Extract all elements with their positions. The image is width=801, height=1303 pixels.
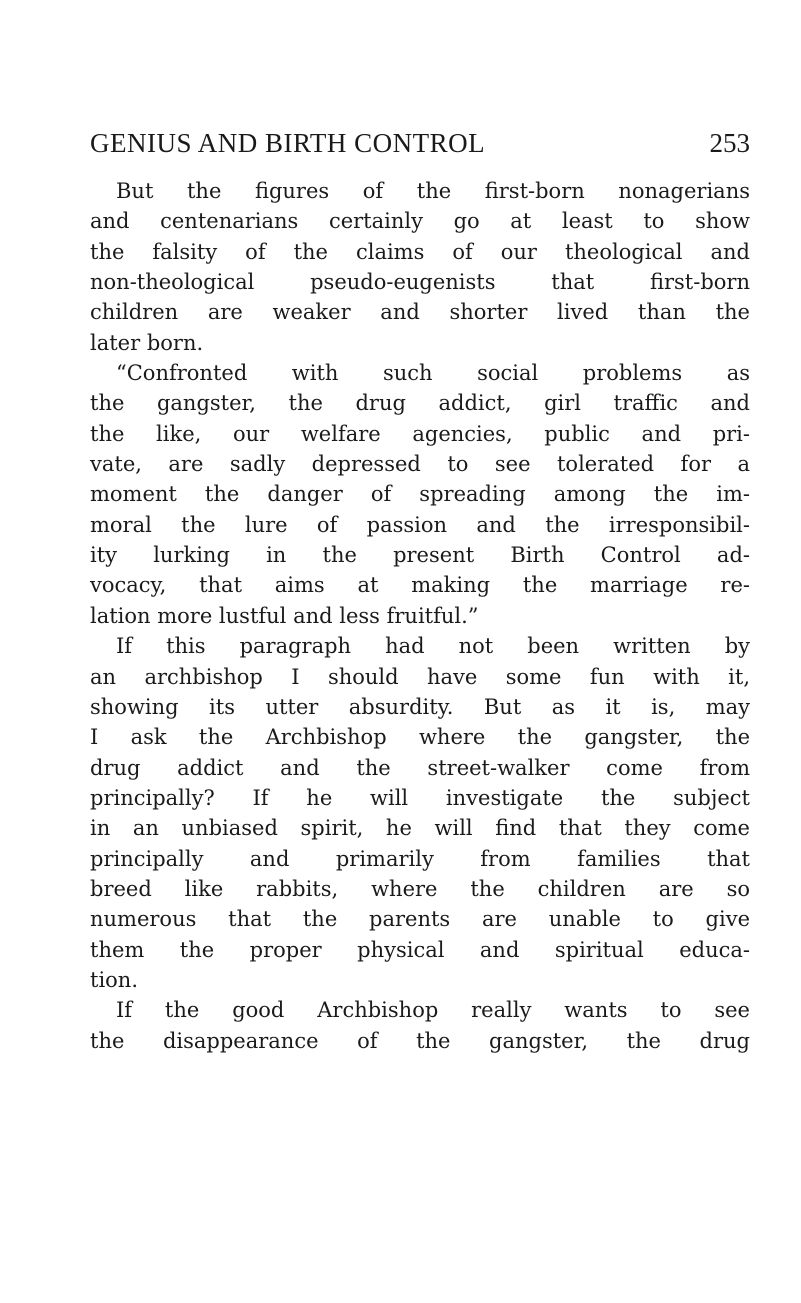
text-line: If the good Archbishop really wants to see (116, 998, 750, 1023)
text-line: non-theological pseudo-eugenists that first-born (90, 270, 750, 295)
text-line: drug addict and the street-walker come from (90, 755, 750, 780)
text-line: in an unbiased spirit, he will find that they come (90, 816, 750, 841)
text-line: “Confronted with such social problems as (116, 361, 750, 386)
text-line: breed like rabbits, where the children are so (90, 876, 750, 901)
text-line: later born. (90, 330, 204, 355)
text-line: vocacy, that aims at making the marriage re- (90, 573, 750, 598)
text-line: numerous that the parents are unable to give (90, 907, 750, 932)
text-line: the like, our welfare agencies, public and pri- (90, 421, 750, 446)
running-title: GENIUS AND BIRTH CONTROL (90, 128, 486, 158)
text-line: an archbishop I should have some fun with it, (90, 664, 750, 689)
text-line: lation more lustful and less fruitful.” (90, 603, 479, 628)
text-line: If this paragraph had not been written by (116, 634, 750, 659)
text-line: tion. (90, 967, 138, 992)
text-line: moral the lure of passion and the irresponsibil- (90, 512, 750, 537)
page-header (90, 128, 750, 158)
page-number: 253 (709, 128, 750, 158)
text-line: children are weaker and shorter lived than the (90, 300, 750, 325)
text-line: the falsity of the claims of our theological and (90, 239, 750, 264)
text-line: I ask the Archbishop where the gangster, the (90, 725, 750, 750)
text-line: ity lurking in the present Birth Control ad- (90, 543, 750, 568)
text-line: moment the danger of spreading among the im- (90, 482, 750, 507)
text-line: them the proper physical and spiritual educa- (90, 937, 750, 962)
body-text (90, 176, 750, 1056)
text-line: and centenarians certainly go at least to show (90, 209, 750, 234)
text-line: the disappearance of the gangster, the drug (90, 1028, 750, 1053)
text-line: But the figures of the first-born nonagerians (116, 179, 750, 203)
text-line: showing its utter absurdity. But as it is, may (90, 694, 750, 719)
text-line: principally and primarily from families that (90, 846, 750, 871)
text-line: principally? If he will investigate the subject (90, 785, 750, 810)
text-line: the gangster, the drug addict, girl traffic and (90, 391, 750, 416)
text-line: vate, are sadly depressed to see tolerated for a (90, 452, 750, 477)
